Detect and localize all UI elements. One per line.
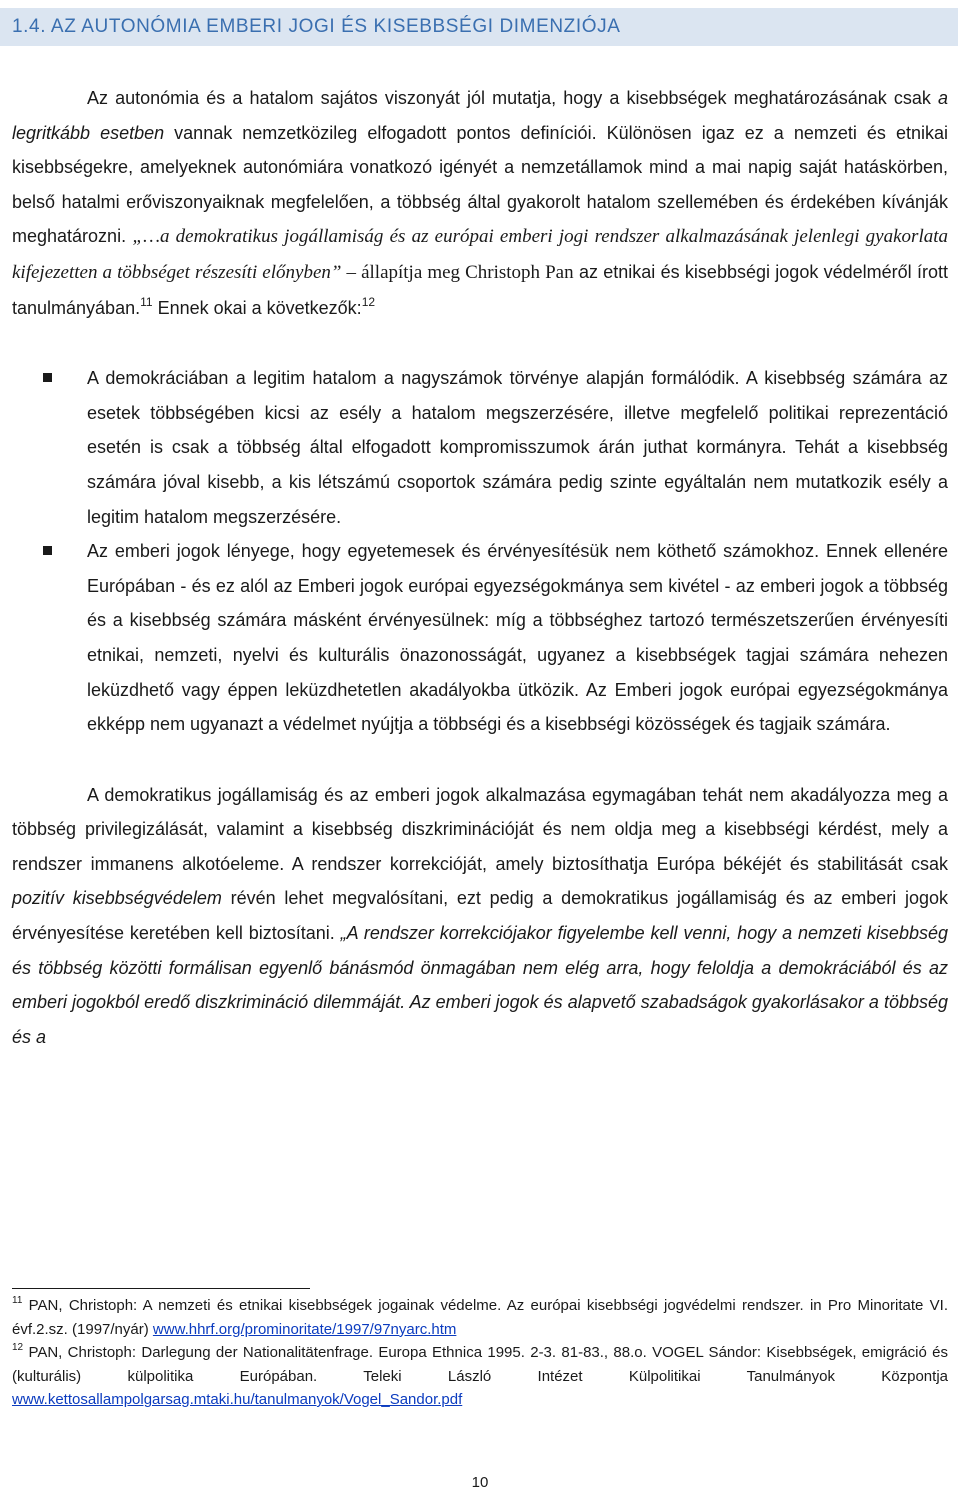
reasons-list bbox=[12, 361, 948, 742]
section-heading: 1.4. AZ AUTONÓMIA EMBERI JOGI ÉS KISEBBSÉGI DIMENZIÓJA bbox=[0, 8, 958, 46]
paragraph-2 bbox=[12, 778, 948, 1055]
main-text bbox=[12, 81, 948, 1054]
list-item bbox=[12, 361, 948, 534]
footnote-12 bbox=[12, 1341, 948, 1412]
para2-quote: „A rendszer korrekciójakor figyelembe kell venni, hogy a nemzeti kisebbség és többség közötti formálisan egyenlő bánásmód önmagában nem elég arra, hogy feloldja a demokráciából és az emberi jogokból eredő diszkrimináció dilemmáját. Az emberi jogok és alapvető szabadságok gyakorlásakor a többség és a bbox=[12, 923, 948, 1047]
footnote-ref-12[interactable]: 12 bbox=[361, 294, 376, 309]
square-bullet-icon bbox=[43, 546, 52, 555]
para1-text-4: Ennek okai a következők: bbox=[152, 297, 362, 318]
para2-text-1: A demokratikus jogállamiság és az emberi jogok alkalmazása egymagában tehát nem akadályozza meg a többség privilegizálását, valamint a kisebbség diszkriminációját és nem oldja meg a kisebbségi kérdést, mely a rendszer immanens alkotóeleme. A rendszer korrekcióját, amely biztosíthatja Európa békéjét és stabilitását csak bbox=[12, 784, 948, 874]
list-item-text: Az emberi jogok lényege, hogy egyetemesek és érvényesítésük nem köthető számokhoz. Ennek ellenére Európában - és ez alól az Emberi jogok európai egyezségokmánya sem kivétel - az emberi jogok a többség és a kisebbség számára másként érvényesülnek: míg a többséghez tartozó természetszerűen érvényesíti etnikai, nemzeti, nyelvi és kulturális önazonosságát, ugyanez a kisebbségek tagjai számára nehezen leküzdhető vagy éppen leküzdhetetlen akadályokba ütközik. Az Emberi jogok európai egyezségokmánya ekképp nem ugyanazt a védelmet nyújtja a többségi és a kisebbségi közösségek és tagjaik számára. bbox=[87, 541, 948, 735]
list-item-text: A demokráciában a legitim hatalom a nagyszámok törvénye alapján formálódik. A kisebbség számára az esetek többségében kicsi az esély a hatalom megszerzésére, illetve megfelelő politikai reprezentáció esetén is csak a többség által elfogadott kompromisszumok árán juthat kormányra. Tehát a kisebbség számára jóval kisebb, a kis létszámú csoportok számára pedig szinte egyáltalán nem mutatkozik esély a legitim hatalom megszerzésére. bbox=[87, 368, 948, 527]
footnote-link[interactable]: www.kettosallampolgarsag.mtaki.hu/tanulmanyok/Vogel_Sandor.pdf bbox=[12, 1391, 463, 1408]
pan-quote: „…a demokratikus jogállamiság és az európai emberi jogi rendszer alkalmazásának jelenlegi gyakorlata kifejezetten a többséget részesíti előnyben” bbox=[12, 226, 948, 283]
footnote-link[interactable]: www.hhrf.org/prominoritate/1997/97nyarc.htm bbox=[152, 1320, 457, 1338]
para1-emphasis: a legritkább esetben bbox=[12, 88, 948, 143]
para2-text-2: révén lehet megvalósítani, ezt pedig a demokratikus jogállamiság és az emberi jogok érvényesítése keretében kell biztosítani. bbox=[12, 888, 948, 944]
page-number: 10 bbox=[471, 1474, 489, 1491]
square-bullet-icon bbox=[43, 373, 52, 382]
quote-attribution: – állapítja meg Christoph Pan bbox=[341, 261, 574, 283]
footnote-separator bbox=[12, 1288, 310, 1289]
para1-text-2: vannak nemzetközileg elfogadott pontos definíciói. Különösen igaz ez a nemzeti és etnikai kisebbségekre, amelyeknek autonómiára vonatkozó igényét a nemzetállamok mind a mai napig saját hatáskörben, belső hatalmi erőviszonyaiknak megfelelően, a többség által gyakorolt hatalom szellemében és érdekében kívánják meghatározni. bbox=[12, 122, 948, 247]
footnote-number: 12 bbox=[12, 1342, 24, 1353]
para1-text-3: az etnikai és kisebbségi jogok védelméről írott tanulmányában. bbox=[12, 261, 948, 318]
list-item bbox=[12, 534, 948, 742]
footnote-text: PAN, Christoph: Darlegung der Nationalitätenfrage. Europa Ethnica 1995. 2-3. 81-83., 88.o. VOGEL Sándor: Kisebbségek, emigráció és (kulturális) külpolitika Európában. Teleki László Intézet Külpolitikai Tanulmányok Központja bbox=[12, 1344, 948, 1385]
footnote-ref-11[interactable]: 11 bbox=[140, 294, 153, 309]
footnotes bbox=[12, 1294, 948, 1412]
para2-emphasis: pozitív kisebbségvédelem bbox=[12, 888, 222, 909]
footnote-number: 11 bbox=[12, 1295, 23, 1306]
footnote-text: PAN, Christoph: A nemzeti és etnikai kisebbségek jogainak védelme. Az európai kisebbségi jogvédelmi rendszer. in Pro Minoritate VI. évf.2.sz. (1997/nyár) bbox=[12, 1297, 948, 1338]
para1-text-1: Az autonómia és a hatalom sajátos viszonyát jól mutatja, hogy a kisebbségek meghatározásának csak bbox=[87, 88, 938, 108]
footnote-11 bbox=[12, 1294, 948, 1341]
paragraph-1 bbox=[12, 81, 948, 325]
